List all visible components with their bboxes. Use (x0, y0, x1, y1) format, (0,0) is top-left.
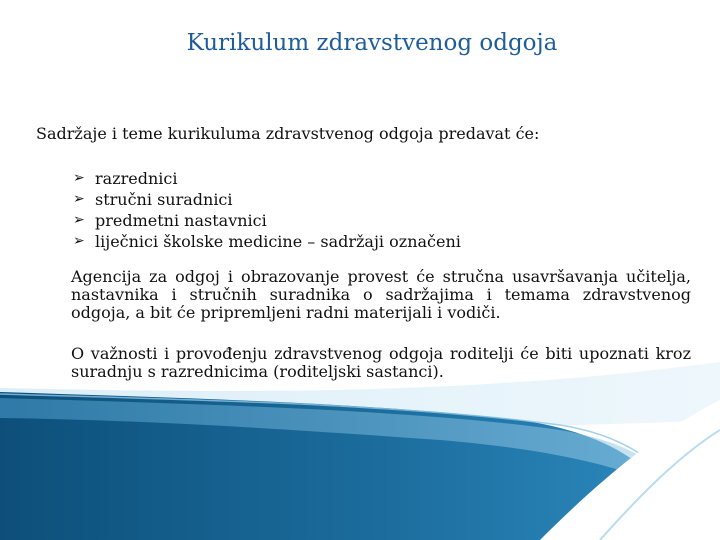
intro-text: Sadržaje i teme kurikuluma zdravstvenog odgoja predavat će: (36, 124, 540, 143)
list-item-text: razrednici (95, 169, 178, 188)
list-item (73, 168, 461, 189)
arrow-bullet-icon: ➢ (73, 191, 85, 207)
list-item (73, 210, 461, 231)
arrow-bullet-icon: ➢ (73, 233, 85, 249)
paragraph-parents: O važnosti i provođenju zdravstvenog odgoja roditelji će biti upoznati kroz suradnju s razrednicima (roditeljski sastanci). (71, 344, 691, 381)
list-item (73, 189, 461, 210)
list-item-text: stručni suradnici (95, 190, 233, 209)
arrow-bullet-icon: ➢ (73, 170, 85, 186)
list-item-text: liječnici školske medicine – sadržaji označeni (95, 232, 461, 251)
arrow-bullet-icon: ➢ (73, 212, 85, 228)
slide-title: Kurikulum zdravstvenog odgoja (186, 30, 558, 56)
list-item (73, 231, 461, 252)
list-item-text: predmetni nastavnici (95, 211, 267, 230)
paragraph-agency: Agencija za odgoj i obrazovanje provest će stručna usavršavanja učitelja, nastavnika i stručnih suradnika o sadržajima i temama zdravstvenog odgoja, a bit će pripremljeni radni materijali i vodiči. (71, 267, 691, 322)
bullet-list (73, 168, 461, 252)
